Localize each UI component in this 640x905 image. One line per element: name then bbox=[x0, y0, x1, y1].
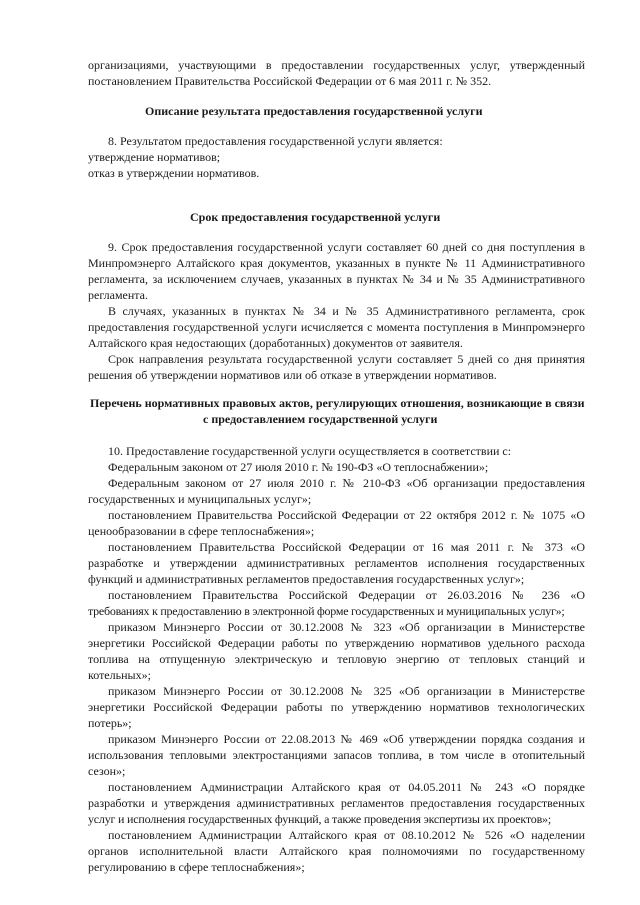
section-heading: Перечень нормативных правовых актов, регулирующих отношения, возникающие в связи bbox=[90, 396, 585, 410]
text-line: ценообразовании в сфере теплоснабжения»; bbox=[88, 524, 315, 538]
text-line: топлива на отпущенную электрическую и тепловую энергию от тепловых станций и bbox=[88, 652, 585, 666]
text-line: постановлением Правительства Российской Федерации от 26.03.2016 № 236 «О bbox=[108, 588, 585, 602]
section-heading: Описание результата предоставления государственной услуги bbox=[145, 104, 483, 118]
text-line: Алтайского края недостающих (доработанных) документов от заявителя. bbox=[88, 336, 463, 350]
text-line: разработке и утверждении административных регламентов исполнения государственных bbox=[88, 556, 585, 570]
text-line: потерь»; bbox=[88, 716, 132, 730]
text-line: использования тепловыми электростанциями запасов топлива, в том числе в отопительный bbox=[88, 748, 585, 762]
text-line: Федеральным законом от 27 июля 2010 г. № 210-ФЗ «Об организации предоставления bbox=[108, 476, 585, 490]
text-line: регламента. bbox=[88, 288, 149, 302]
section-heading: Срок предоставления государственной услуги bbox=[190, 210, 441, 224]
text-line: энергетики Российской Федерации работы по утверждению нормативов удельного расхода bbox=[88, 636, 585, 650]
text-line: органов исполнительной власти Алтайского края полномочиями по государственному bbox=[88, 844, 585, 858]
text-line: регламента, за исключением случаев, указанных в пунктах № 34 и № 35 Административного bbox=[88, 272, 585, 286]
text-line: требованиях к предоставлению в электронной форме государственных и муниципальных услуг»; bbox=[88, 604, 565, 618]
text-line: постановлением Правительства Российской Федерации от 6 мая 2011 г. № 352. bbox=[88, 74, 492, 88]
text-line: решения об утверждении нормативов или об отказе в утверждении нормативов. bbox=[88, 368, 497, 382]
text-line: Федеральным законом от 27 июля 2010 г. № 190-ФЗ «О теплоснабжении»; bbox=[108, 460, 489, 474]
text-line: 10. Предоставление государственной услуги осуществляется в соответствии с: bbox=[108, 444, 512, 458]
text-line: сезон»; bbox=[88, 764, 126, 778]
text-line: отказ в утверждении нормативов. bbox=[88, 166, 260, 180]
text-line: энергетики Российской Федерации работы по утверждению нормативов технологических bbox=[88, 700, 585, 714]
text-line: услуг и исполнения государственных функций, а также проведения экспертизы их проектов»; bbox=[88, 812, 551, 826]
section-heading: с предоставлением государственной услуги bbox=[203, 412, 438, 426]
text-line: государственных и муниципальных услуг»; bbox=[88, 492, 312, 506]
text-line: Минпромэнерго Алтайского края документов, указанных в пункте № 11 Административного bbox=[88, 256, 585, 270]
text-line: постановлением Администрации Алтайского края от 08.10.2012 № 526 «О наделении bbox=[108, 828, 585, 842]
text-line: 8. Результатом предоставления государственной услуги является: bbox=[108, 134, 443, 148]
text-line: 9. Срок предоставления государственной услуги составляет 60 дней со дня поступления в bbox=[108, 240, 585, 254]
text-line: котельных»; bbox=[88, 668, 151, 682]
text-line: регулированию в сфере теплоснабжения»; bbox=[88, 860, 305, 874]
text-line: В случаях, указанных в пунктах № 34 и № 35 Административного регламента, срок bbox=[108, 304, 585, 318]
text-line: приказом Минэнерго России от 30.12.2008 № 325 «Об организации в Министерстве bbox=[108, 684, 585, 698]
text-line: организациями, участвующими в предоставлении государственных услуг, утвержденный bbox=[88, 58, 585, 72]
text-line: постановлением Правительства Российской Федерации от 22 октября 2012 г. № 1075 «О bbox=[108, 508, 585, 522]
text-line: разработки и утверждения административных регламентов предоставления государственных bbox=[88, 796, 585, 810]
text-line: Срок направления результата государственной услуги составляет 5 дней со дня принятия bbox=[108, 352, 585, 366]
text-line: функций и административных регламентов предоставления государственных услуг»; bbox=[88, 572, 525, 586]
text-line: постановлением Администрации Алтайского края от 04.05.2011 № 243 «О порядке bbox=[108, 780, 585, 794]
text-line: постановлением Правительства Российской Федерации от 16 мая 2011 г. № 373 «О bbox=[108, 540, 585, 554]
text-line: приказом Минэнерго России от 22.08.2013 № 469 «Об утверждении порядка создания и bbox=[108, 732, 585, 746]
text-line: утверждение нормативов; bbox=[88, 150, 221, 164]
text-line: приказом Минэнерго России от 30.12.2008 № 323 «Об организации в Министерстве bbox=[108, 620, 585, 634]
text-line: предоставления государственной услуги исчисляется с момента поступления в Минпромэнерго bbox=[88, 320, 585, 334]
